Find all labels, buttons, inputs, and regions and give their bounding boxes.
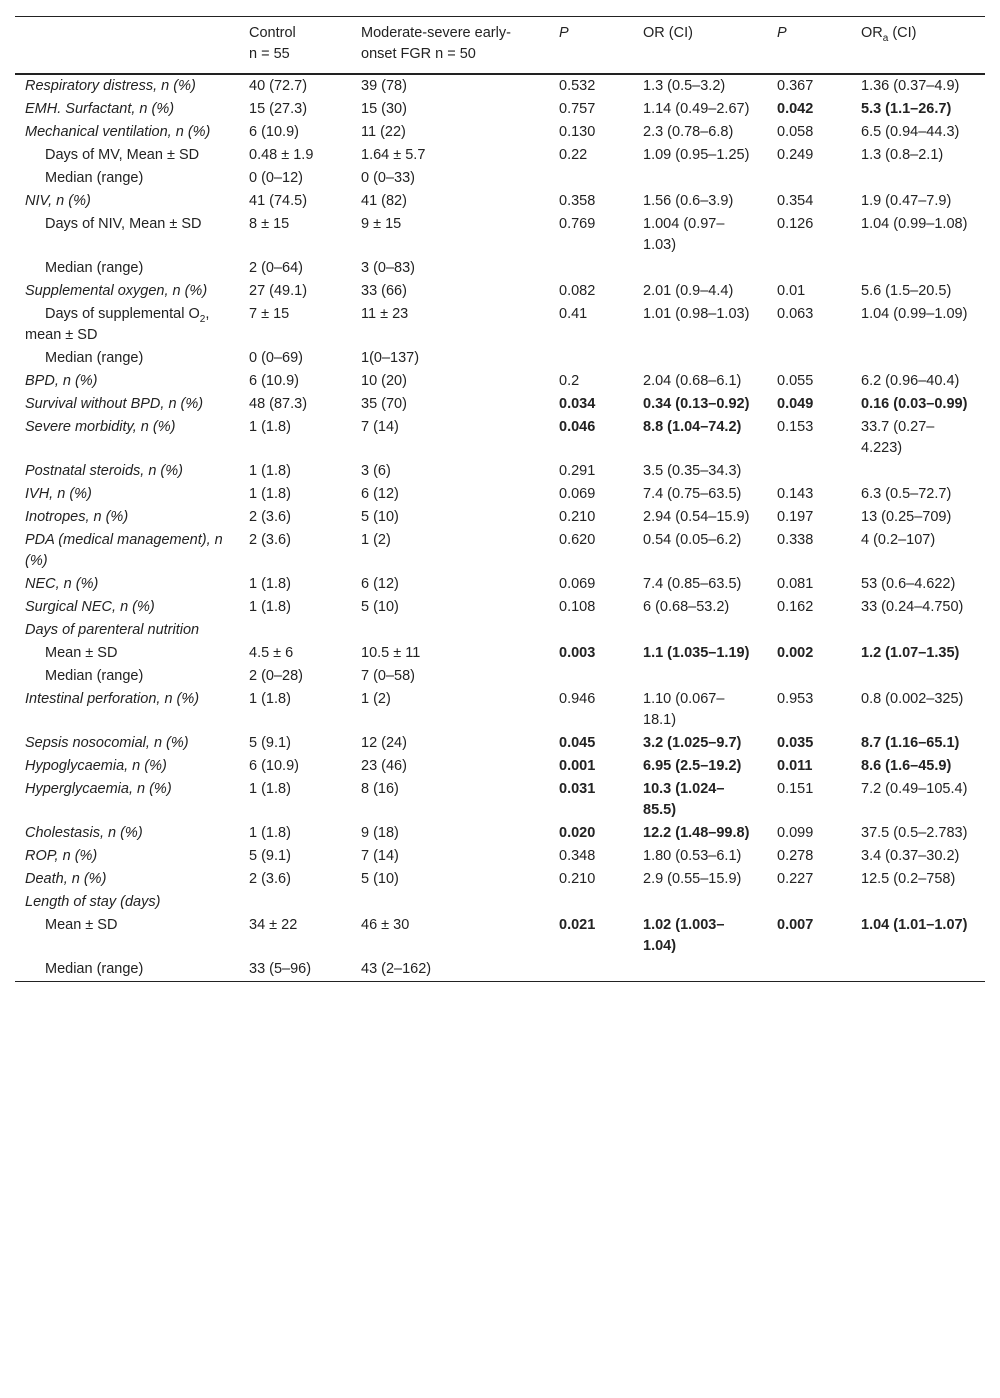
row-label: IVH, n (%) [25,486,92,502]
cell-or [633,347,767,370]
cell-p-adjusted: 0.126 [777,216,814,232]
cell-p-unadjusted: 0.348 [559,848,596,864]
cell-p-unadjusted: 0.130 [559,124,596,140]
table-row [15,529,985,573]
row-label: ROP, n (%) [25,848,98,864]
results-table-container [15,16,985,982]
row-label: NEC, n (%) [25,576,99,592]
table-row [15,190,985,213]
cell-or-adjusted: 37.5 (0.5–2.783) [861,825,968,841]
cell-p-adjusted [767,460,851,483]
row-label: Median (range) [45,350,144,366]
cell-or-adjusted: 53 (0.6–4.622) [861,576,956,592]
cell-or: 0.34 (0.13–0.92) [643,396,750,412]
cell-or: 2.3 (0.78–6.8) [643,124,734,140]
cell-control: 34 ± 22 [249,917,298,933]
cell-or: 10.3 (1.024–85.5) [643,781,725,818]
cell-control [239,891,351,914]
row-label: Mean ± SD [45,645,118,661]
row-label: Days of MV, Mean ± SD [45,147,200,163]
cell-p-adjusted: 0.081 [777,576,814,592]
cell-fgr: 43 (2–162) [361,961,432,977]
cell-fgr: 1.64 ± 5.7 [361,147,426,163]
header-row [15,17,985,75]
cell-or-adjusted: 6.2 (0.96–40.4) [861,373,960,389]
row-label: Death, n (%) [25,871,107,887]
cell-control: 5 (9.1) [249,735,291,751]
cell-control: 1 (1.8) [249,825,291,841]
cell-or: 0.54 (0.05–6.2) [643,532,742,548]
table-row [15,822,985,845]
cell-control: 2 (3.6) [249,871,291,887]
row-label: Median (range) [45,260,144,276]
cell-or-adjusted: 3.4 (0.37–30.2) [861,848,960,864]
cell-p-unadjusted: 0.769 [559,216,596,232]
cell-or-adjusted: 0.16 (0.03–0.99) [861,396,968,412]
results-table [15,16,985,982]
cell-or: 8.8 (1.04–74.2) [643,419,742,435]
cell-control: 0.48 ± 1.9 [249,147,314,163]
cell-or-adjusted: 1.2 (1.07–1.35) [861,645,960,661]
header-p-adjusted: P [777,25,787,41]
cell-or: 2.9 (0.55–15.9) [643,871,742,887]
header-ora-suffix: (CI) [888,25,917,41]
cell-p-unadjusted: 0.2 [559,373,580,389]
cell-control: 40 (72.7) [249,78,308,94]
cell-fgr: 5 (10) [361,599,399,615]
cell-or: 1.004 (0.97–1.03) [643,216,725,253]
cell-control: 2 (3.6) [249,532,291,548]
cell-or-adjusted: 33.7 (0.27–4.223) [861,419,935,456]
cell-p-unadjusted: 0.108 [559,599,596,615]
cell-p-unadjusted: 0.001 [559,758,596,774]
table-row [15,573,985,596]
cell-or-adjusted: 1.36 (0.37–4.9) [861,78,960,94]
cell-or-adjusted: 5.3 (1.1–26.7) [861,101,952,117]
cell-or: 1.10 (0.067–18.1) [643,691,725,728]
cell-or: 1.56 (0.6–3.9) [643,193,734,209]
cell-fgr: 9 (18) [361,825,399,841]
cell-p-adjusted [767,619,851,642]
cell-or: 6 (0.68–53.2) [643,599,730,615]
table-row [15,280,985,303]
header-control-line2: n = 55 [249,46,290,62]
row-label: Sepsis nosocomial, n (%) [25,735,189,751]
cell-p-unadjusted: 0.210 [559,871,596,887]
row-label: Hyperglycaemia, n (%) [25,781,172,797]
cell-fgr: 8 (16) [361,781,399,797]
cell-p-unadjusted: 0.210 [559,509,596,525]
table-row [15,755,985,778]
cell-fgr: 1 (2) [361,532,391,548]
row-label: Length of stay (days) [25,894,161,910]
row-label: NIV, n (%) [25,193,91,209]
table-row [15,303,985,347]
cell-p-adjusted: 0.058 [777,124,814,140]
cell-fgr: 6 (12) [361,486,399,502]
cell-p-adjusted: 0.227 [777,871,814,887]
row-label: Mean ± SD [45,917,118,933]
table-row [15,98,985,121]
row-label: Median (range) [45,668,144,684]
cell-p-unadjusted: 0.291 [559,463,596,479]
cell-or: 12.2 (1.48–99.8) [643,825,750,841]
cell-control [239,619,351,642]
cell-p-adjusted: 0.042 [777,101,814,117]
header-fgr-line2: onset FGR n = 50 [361,46,476,62]
cell-or: 2.01 (0.9–4.4) [643,283,734,299]
cell-control: 6 (10.9) [249,758,299,774]
cell-p-unadjusted: 0.946 [559,691,596,707]
table-row [15,868,985,891]
cell-fgr: 41 (82) [361,193,407,209]
cell-fgr: 35 (70) [361,396,407,412]
cell-or: 2.04 (0.68–6.1) [643,373,742,389]
cell-or-adjusted [851,167,985,190]
cell-fgr: 11 ± 23 [361,306,409,322]
table-row [15,891,985,914]
cell-or-adjusted: 7.2 (0.49–105.4) [861,781,968,797]
cell-p-adjusted: 0.367 [777,78,814,94]
cell-p-adjusted: 0.249 [777,147,814,163]
table-row [15,778,985,822]
cell-control: 8 ± 15 [249,216,290,232]
header-ora-sub: a [882,32,889,44]
table-row [15,619,985,642]
cell-p-adjusted [767,347,851,370]
cell-or: 1.02 (1.003–1.04) [643,917,725,954]
cell-p-unadjusted [549,665,633,688]
row-label: EMH. Surfactant, n (%) [25,101,175,117]
cell-p-unadjusted: 0.620 [559,532,596,548]
cell-p-adjusted: 0.162 [777,599,814,615]
cell-control: 48 (87.3) [249,396,308,412]
cell-or [633,665,767,688]
row-label: Severe morbidity, n (%) [25,419,176,435]
cell-p-unadjusted: 0.034 [559,396,596,412]
cell-control: 0 (0–69) [249,350,304,366]
cell-p-unadjusted [549,958,633,982]
cell-or: 6.95 (2.5–19.2) [643,758,742,774]
cell-or [633,891,767,914]
table-row [15,845,985,868]
cell-fgr: 46 ± 30 [361,917,410,933]
row-label: Mechanical ventilation, n (%) [25,124,211,140]
cell-p-unadjusted: 0.003 [559,645,596,661]
cell-p-unadjusted: 0.082 [559,283,596,299]
cell-p-adjusted: 0.143 [777,486,814,502]
cell-p-unadjusted [549,347,633,370]
row-label-part-a: Days of supplemental O [45,306,200,322]
header-or-adjusted [851,17,985,75]
cell-p-adjusted: 0.049 [777,396,814,412]
table-row [15,642,985,665]
cell-p-unadjusted [549,619,633,642]
cell-p-unadjusted: 0.757 [559,101,596,117]
cell-or-adjusted: 4 (0.2–107) [861,532,936,548]
cell-or-adjusted [851,958,985,982]
cell-or: 3.5 (0.35–34.3) [643,463,742,479]
cell-p-unadjusted: 0.046 [559,419,596,435]
cell-or-adjusted: 8.6 (1.6–45.9) [861,758,952,774]
cell-p-unadjusted: 0.532 [559,78,596,94]
cell-p-unadjusted: 0.069 [559,486,596,502]
cell-fgr: 10.5 ± 11 [361,645,421,661]
cell-or-adjusted: 1.04 (0.99–1.08) [861,216,968,232]
cell-control: 1 (1.8) [249,486,291,502]
header-fgr-line1: Moderate-severe early- [361,25,511,41]
row-label: Intestinal perforation, n (%) [25,691,200,707]
cell-p-unadjusted: 0.031 [559,781,596,797]
cell-fgr [351,619,549,642]
cell-p-adjusted: 0.007 [777,917,814,933]
cell-control: 6 (10.9) [249,124,299,140]
cell-fgr: 1 (2) [361,691,391,707]
cell-or: 1.1 (1.035–1.19) [643,645,750,661]
table-row [15,665,985,688]
table-row [15,914,985,958]
cell-p-unadjusted: 0.22 [559,147,588,163]
cell-or [633,167,767,190]
header-variable [15,17,239,75]
cell-fgr: 3 (6) [361,463,391,479]
row-label: Hypoglycaemia, n (%) [25,758,167,774]
cell-p-unadjusted: 0.021 [559,917,596,933]
cell-or-adjusted [851,347,985,370]
row-label: Median (range) [45,961,144,977]
cell-or-adjusted [851,619,985,642]
cell-p-adjusted [767,958,851,982]
cell-or-adjusted [851,665,985,688]
cell-p-unadjusted: 0.069 [559,576,596,592]
cell-or-adjusted: 6.5 (0.94–44.3) [861,124,960,140]
cell-or-adjusted: 5.6 (1.5–20.5) [861,283,952,299]
cell-fgr: 12 (24) [361,735,407,751]
cell-or [633,619,767,642]
cell-p-unadjusted [549,891,633,914]
cell-fgr: 33 (66) [361,283,407,299]
cell-fgr: 7 (0–58) [361,668,416,684]
cell-or-adjusted: 1.04 (1.01–1.07) [861,917,968,933]
cell-p-unadjusted [549,257,633,280]
cell-or-adjusted [851,257,985,280]
cell-or-adjusted: 1.9 (0.47–7.9) [861,193,952,209]
cell-fgr: 3 (0–83) [361,260,416,276]
cell-control: 6 (10.9) [249,373,299,389]
table-row [15,506,985,529]
row-label: Days of parenteral nutrition [25,622,200,638]
cell-p-adjusted: 0.063 [777,306,814,322]
header-or: OR (CI) [643,25,693,41]
table-row [15,121,985,144]
cell-fgr [351,891,549,914]
cell-or [633,958,767,982]
row-label: Respiratory distress, n (%) [25,78,196,94]
cell-control: 41 (74.5) [249,193,308,209]
cell-control: 1 (1.8) [249,463,291,479]
cell-p-adjusted: 0.338 [777,532,814,548]
cell-control: 27 (49.1) [249,283,308,299]
row-label: BPD, n (%) [25,373,98,389]
table-header [15,17,985,75]
cell-fgr: 15 (30) [361,101,407,117]
cell-or: 2.94 (0.54–15.9) [643,509,750,525]
cell-control: 33 (5–96) [249,961,312,977]
cell-control: 7 ± 15 [249,306,290,322]
cell-p-adjusted [767,891,851,914]
table-row [15,74,985,98]
cell-control: 2 (0–64) [249,260,304,276]
cell-or-adjusted: 1.04 (0.99–1.09) [861,306,968,322]
cell-control: 4.5 ± 6 [249,645,294,661]
cell-or: 7.4 (0.75–63.5) [643,486,742,502]
cell-control: 1 (1.8) [249,781,291,797]
table-row [15,393,985,416]
table-row [15,347,985,370]
table-row [15,370,985,393]
cell-control: 1 (1.8) [249,419,291,435]
cell-fgr: 9 ± 15 [361,216,402,232]
cell-p-adjusted: 0.151 [777,781,814,797]
cell-or: 7.4 (0.85–63.5) [643,576,742,592]
cell-fgr: 7 (14) [361,419,399,435]
cell-or-adjusted: 8.7 (1.16–65.1) [861,735,960,751]
cell-or-adjusted: 13 (0.25–709) [861,509,952,525]
table-row [15,460,985,483]
row-label: PDA (medical management), n (%) [25,532,223,569]
header-ora-prefix: OR [861,25,883,41]
row-label: Days of NIV, Mean ± SD [45,216,202,232]
cell-or: 1.01 (0.98–1.03) [643,306,750,322]
table-row [15,167,985,190]
cell-p-unadjusted [549,167,633,190]
cell-p-adjusted: 0.953 [777,691,814,707]
cell-or-adjusted: 6.3 (0.5–72.7) [861,486,952,502]
cell-control: 15 (27.3) [249,101,308,117]
cell-fgr: 39 (78) [361,78,407,94]
table-row [15,596,985,619]
cell-or-adjusted: 0.8 (0.002–325) [861,691,964,707]
cell-or: 1.3 (0.5–3.2) [643,78,726,94]
row-label-part-b: , mean ± SD [25,306,210,343]
cell-p-adjusted [767,167,851,190]
cell-fgr: 23 (46) [361,758,407,774]
cell-p-adjusted: 0.354 [777,193,814,209]
cell-or-adjusted [851,460,985,483]
table-row [15,416,985,460]
cell-control: 2 (0–28) [249,668,304,684]
row-label: Cholestasis, n (%) [25,825,143,841]
cell-or-adjusted: 1.3 (0.8–2.1) [861,147,944,163]
cell-or [633,257,767,280]
cell-fgr: 1(0–137) [361,350,420,366]
cell-or: 1.09 (0.95–1.25) [643,147,750,163]
cell-p-adjusted: 0.153 [777,419,814,435]
cell-control: 1 (1.8) [249,691,291,707]
row-label: Postnatal steroids, n (%) [25,463,183,479]
table-body [15,74,985,982]
header-fgr [351,17,549,75]
row-label [15,303,239,347]
cell-p-adjusted: 0.099 [777,825,814,841]
row-label: Survival without BPD, n (%) [25,396,204,412]
cell-p-unadjusted: 0.045 [559,735,596,751]
cell-p-adjusted: 0.055 [777,373,814,389]
cell-p-adjusted [767,257,851,280]
cell-p-unadjusted: 0.41 [559,306,588,322]
table-row [15,732,985,755]
cell-or: 3.2 (1.025–9.7) [643,735,742,751]
table-row [15,213,985,257]
row-label: Median (range) [45,170,144,186]
cell-p-adjusted: 0.035 [777,735,814,751]
row-label-subscript: 2 [199,313,206,325]
row-label: Supplemental oxygen, n (%) [25,283,208,299]
row-label: Inotropes, n (%) [25,509,129,525]
cell-or: 1.80 (0.53–6.1) [643,848,742,864]
cell-control: 1 (1.8) [249,599,291,615]
cell-or-adjusted: 33 (0.24–4.750) [861,599,964,615]
cell-fgr: 5 (10) [361,871,399,887]
cell-control: 5 (9.1) [249,848,291,864]
header-control [239,17,351,75]
cell-p-unadjusted: 0.020 [559,825,596,841]
cell-fgr: 6 (12) [361,576,399,592]
table-row [15,257,985,280]
table-row [15,483,985,506]
cell-fgr: 0 (0–33) [361,170,416,186]
cell-p-unadjusted: 0.358 [559,193,596,209]
header-p-unadjusted: P [559,25,569,41]
table-row [15,688,985,732]
cell-fgr: 5 (10) [361,509,399,525]
cell-p-adjusted: 0.197 [777,509,814,525]
row-label: Surgical NEC, n (%) [25,599,155,615]
cell-control: 2 (3.6) [249,509,291,525]
cell-or-adjusted: 12.5 (0.2–758) [861,871,956,887]
table-row [15,144,985,167]
cell-fgr: 10 (20) [361,373,407,389]
cell-fgr: 11 (22) [361,124,406,140]
cell-p-adjusted [767,665,851,688]
cell-control: 0 (0–12) [249,170,304,186]
cell-control: 1 (1.8) [249,576,291,592]
cell-p-adjusted: 0.002 [777,645,814,661]
cell-or: 1.14 (0.49–2.67) [643,101,750,117]
table-row [15,958,985,982]
cell-p-adjusted: 0.278 [777,848,814,864]
cell-p-adjusted: 0.01 [777,283,806,299]
cell-or-adjusted [851,891,985,914]
cell-fgr: 7 (14) [361,848,399,864]
header-control-line1: Control [249,25,296,41]
cell-p-adjusted: 0.011 [777,758,813,774]
